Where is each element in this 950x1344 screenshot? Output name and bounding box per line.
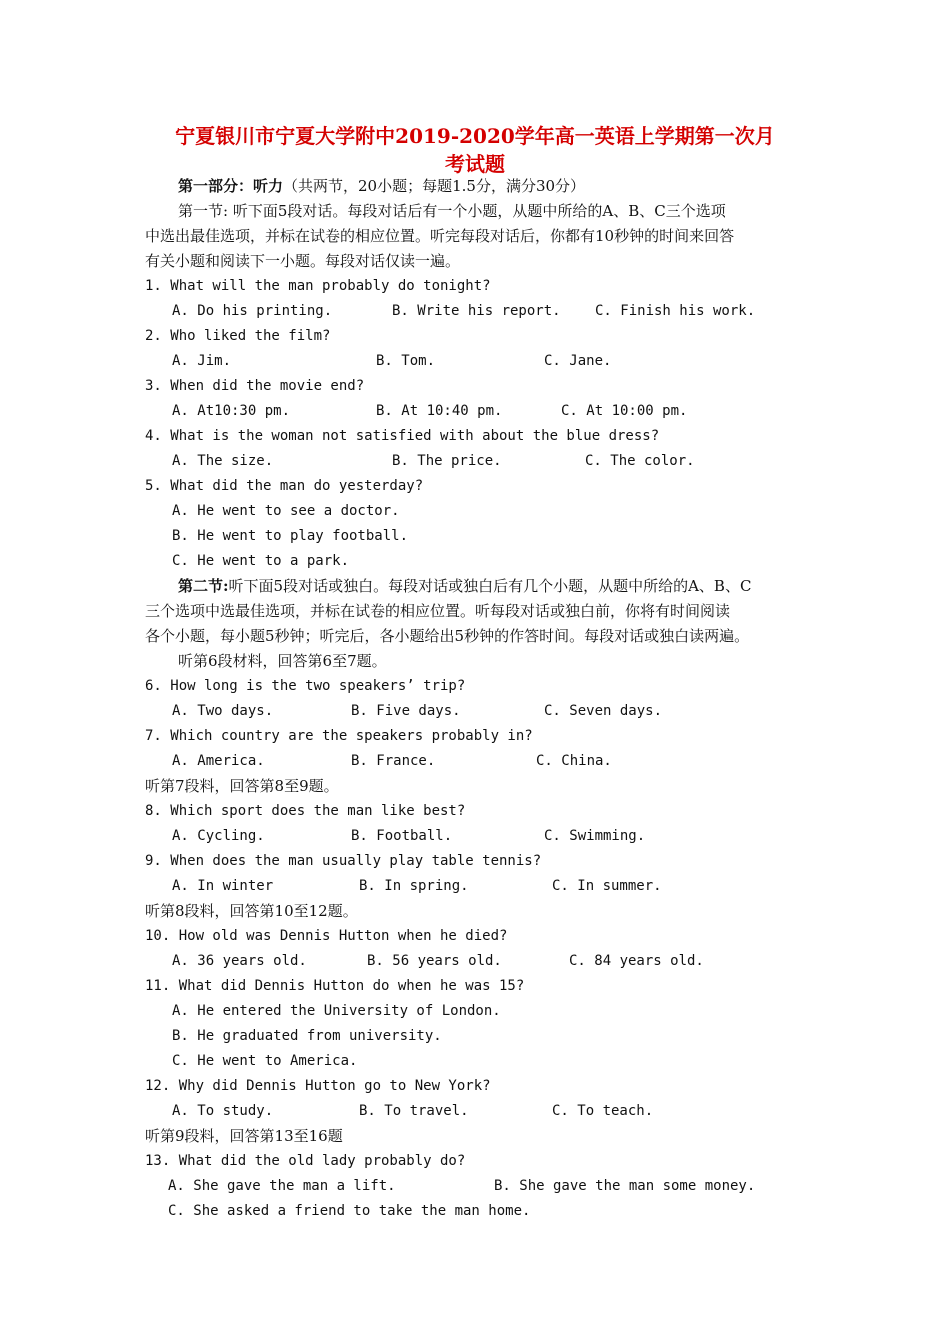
question-9-option-b: B. In spring. bbox=[359, 878, 469, 894]
section2-heading: 第二节: bbox=[178, 577, 229, 595]
question-12-stem: 12. Why did Dennis Hutton go to New York? bbox=[145, 1078, 491, 1094]
question-12-option-b: B. To travel. bbox=[359, 1103, 469, 1119]
question-5-option-c: C. He went to a park. bbox=[172, 553, 350, 569]
part1-heading-row bbox=[178, 174, 585, 199]
question-2-option-b: B. Tom. bbox=[376, 353, 436, 369]
question-13-option-a: A. She gave the man a lift. bbox=[168, 1178, 396, 1194]
question-6-option-b: B. Five days. bbox=[351, 703, 461, 719]
question-12-option-c: C. To teach. bbox=[552, 1103, 654, 1119]
section2-instructions-2: 三个选项中选最佳选项，并标在试卷的相应位置。听每段对话或独白前，你将有时间阅读 bbox=[145, 602, 731, 620]
question-4-option-a: A. The size. bbox=[172, 453, 274, 469]
part1-heading: 第一部分：听力 bbox=[178, 177, 284, 195]
section2-instructions-3: 各个小题，每小题5秒钟；听完后，各小题给出5秒钟的作答时间。每段对话或独白读两遍。 bbox=[145, 627, 750, 645]
question-2-option-c: C. Jane. bbox=[544, 353, 612, 369]
material-8-note: 听第8段料，回答第10至12题。 bbox=[145, 902, 358, 920]
question-8-option-c: C. Swimming. bbox=[544, 828, 646, 844]
question-2-option-a: A. Jim. bbox=[172, 353, 232, 369]
question-1-option-c: C. Finish his work. bbox=[595, 303, 756, 319]
part1-heading-note: （共两节，20小题；每题1.5分，满分30分） bbox=[283, 177, 586, 195]
section1-instructions-2: 中选出最佳选项，并标在试卷的相应位置。听完每段对话后，你都有10秒钟的时间来回答 bbox=[145, 227, 735, 245]
question-5-stem: 5. What did the man do yesterday? bbox=[145, 478, 424, 494]
question-4-stem: 4. What is the woman not satisfied with about the blue dress? bbox=[145, 428, 660, 444]
question-3-option-c: C. At 10:00 pm. bbox=[561, 403, 688, 419]
section1-instructions-3: 有关小题和阅读下一小题。每段对话仅读一遍。 bbox=[145, 252, 461, 270]
question-11-stem: 11. What did Dennis Hutton do when he was 15? bbox=[145, 978, 525, 994]
question-1-stem: 1. What will the man probably do tonight? bbox=[145, 278, 491, 294]
question-10-option-a: A. 36 years old. bbox=[172, 953, 307, 969]
question-11-option-b: B. He graduated from university. bbox=[172, 1028, 442, 1044]
question-3-option-b: B. At 10:40 pm. bbox=[376, 403, 503, 419]
section2-line1: 听下面5段对话或独白。每段对话或独白后有几个小题，从题中所给的A、B、C bbox=[228, 577, 752, 595]
question-7-option-b: B. France. bbox=[351, 753, 436, 769]
section2-instructions-1 bbox=[178, 574, 751, 599]
section1-instructions-1: 第一节: 听下面5段对话。每段对话后有一个小题，从题中所给的A、B、C三个选项 bbox=[178, 202, 726, 220]
question-3-option-a: A. At10:30 pm. bbox=[172, 403, 291, 419]
question-4-option-b: B. The price. bbox=[392, 453, 502, 469]
question-4-option-c: C. The color. bbox=[585, 453, 695, 469]
question-12-option-a: A. To study. bbox=[172, 1103, 274, 1119]
question-5-option-b: B. He went to play football. bbox=[172, 528, 409, 544]
question-10-option-b: B. 56 years old. bbox=[367, 953, 502, 969]
question-5-option-a: A. He went to see a doctor. bbox=[172, 503, 400, 519]
document-title-line2: 考试题 bbox=[445, 152, 505, 176]
material-6-note: 听第6段材料，回答第6至7题。 bbox=[178, 652, 387, 670]
question-3-stem: 3. When did the movie end? bbox=[145, 378, 365, 394]
question-13-stem: 13. What did the old lady probably do? bbox=[145, 1153, 466, 1169]
material-9-note: 听第9段料，回答第13至16题 bbox=[145, 1127, 343, 1145]
question-11-option-c: C. He went to America. bbox=[172, 1053, 358, 1069]
question-6-option-c: C. Seven days. bbox=[544, 703, 663, 719]
material-7-note: 听第7段料，回答第8至9题。 bbox=[145, 777, 339, 795]
question-6-stem: 6. How long is the two speakers’ trip? bbox=[145, 678, 466, 694]
question-1-option-b: B. Write his report. bbox=[392, 303, 561, 319]
question-8-option-a: A. Cycling. bbox=[172, 828, 265, 844]
question-9-stem: 9. When does the man usually play table tennis? bbox=[145, 853, 542, 869]
question-9-option-c: C. In summer. bbox=[552, 878, 662, 894]
question-9-option-a: A. In winter bbox=[172, 878, 274, 894]
question-6-option-a: A. Two days. bbox=[172, 703, 274, 719]
question-7-stem: 7. Which country are the speakers probably in? bbox=[145, 728, 533, 744]
question-7-option-a: A. America. bbox=[172, 753, 265, 769]
question-1-option-a: A. Do his printing. bbox=[172, 303, 333, 319]
question-10-stem: 10. How old was Dennis Hutton when he died? bbox=[145, 928, 508, 944]
question-7-option-c: C. China. bbox=[536, 753, 612, 769]
question-13-option-b: B. She gave the man some money. bbox=[494, 1178, 756, 1194]
question-11-option-a: A. He entered the University of London. bbox=[172, 1003, 501, 1019]
question-10-option-c: C. 84 years old. bbox=[569, 953, 704, 969]
question-8-option-b: B. Football. bbox=[351, 828, 453, 844]
question-13-option-c: C. She asked a friend to take the man home. bbox=[168, 1203, 531, 1219]
question-2-stem: 2. Who liked the film? bbox=[145, 328, 331, 344]
document-title-line1: 宁夏银川市宁夏大学附中2019-2020学年高一英语上学期第一次月 bbox=[175, 124, 775, 148]
question-8-stem: 8. Which sport does the man like best? bbox=[145, 803, 466, 819]
